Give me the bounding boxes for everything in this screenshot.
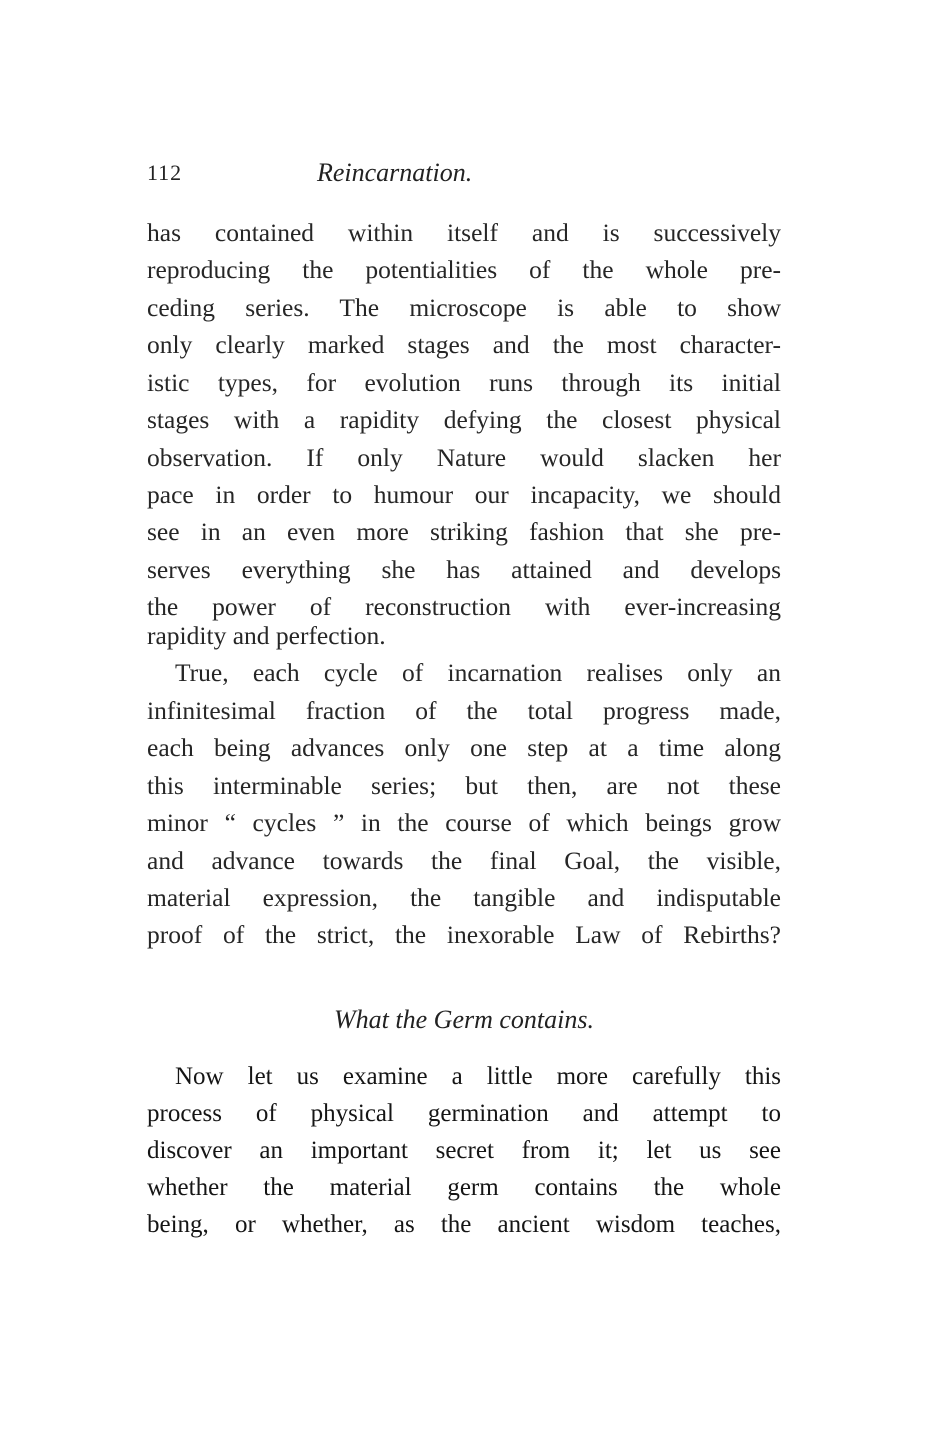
text-line: minor “ cycles ” in the course of which beings grow bbox=[147, 808, 781, 837]
text-line: whether the material germ contains the whole bbox=[147, 1174, 781, 1201]
text-line: reproducing the potentialities of the whole pre- bbox=[147, 255, 781, 284]
text-line: the power of reconstruction with ever-increasing bbox=[147, 592, 781, 621]
running-title: Reincarnation. bbox=[317, 158, 473, 187]
running-head bbox=[147, 160, 781, 190]
text-line: True, each cycle of incarnation realises only an bbox=[175, 658, 781, 687]
text-line: stages with a rapidity defying the closest physical bbox=[147, 405, 781, 434]
text-line: has contained within itself and is successively bbox=[147, 218, 781, 247]
section-heading: What the Germ contains. bbox=[334, 1005, 594, 1034]
text-line: istic types, for evolution runs through its initial bbox=[147, 368, 781, 397]
text-line: serves everything she has attained and develops bbox=[147, 555, 781, 584]
text-line: process of physical germination and attempt to bbox=[147, 1100, 781, 1127]
text-line: ceding series. The microscope is able to show bbox=[147, 293, 781, 322]
text-line: being, or whether, as the ancient wisdom teaches, bbox=[147, 1211, 781, 1238]
text-line: observation. If only Nature would slacken her bbox=[147, 443, 781, 472]
text-line: and advance towards the final Goal, the visible, bbox=[147, 846, 781, 875]
text-line: material expression, the tangible and indisputable bbox=[147, 883, 781, 912]
text-line: pace in order to humour our incapacity, we should bbox=[147, 480, 781, 509]
text-line: Now let us examine a little more carefully this bbox=[175, 1063, 781, 1090]
text-line: this interminable series; but then, are not these bbox=[147, 771, 781, 800]
text-line: each being advances only one step at a time along bbox=[147, 733, 781, 762]
text-line: see in an even more striking fashion that she pre- bbox=[147, 517, 781, 546]
text-line: only clearly marked stages and the most character- bbox=[147, 330, 781, 359]
page-number: 112 bbox=[147, 160, 183, 185]
text-line: discover an important secret from it; let us see bbox=[147, 1137, 781, 1164]
text-line: rapidity and perfection. bbox=[147, 621, 386, 650]
text-line: infinitesimal fraction of the total progress made, bbox=[147, 696, 781, 725]
text-line: proof of the strict, the inexorable Law of Rebirths? bbox=[147, 920, 781, 949]
